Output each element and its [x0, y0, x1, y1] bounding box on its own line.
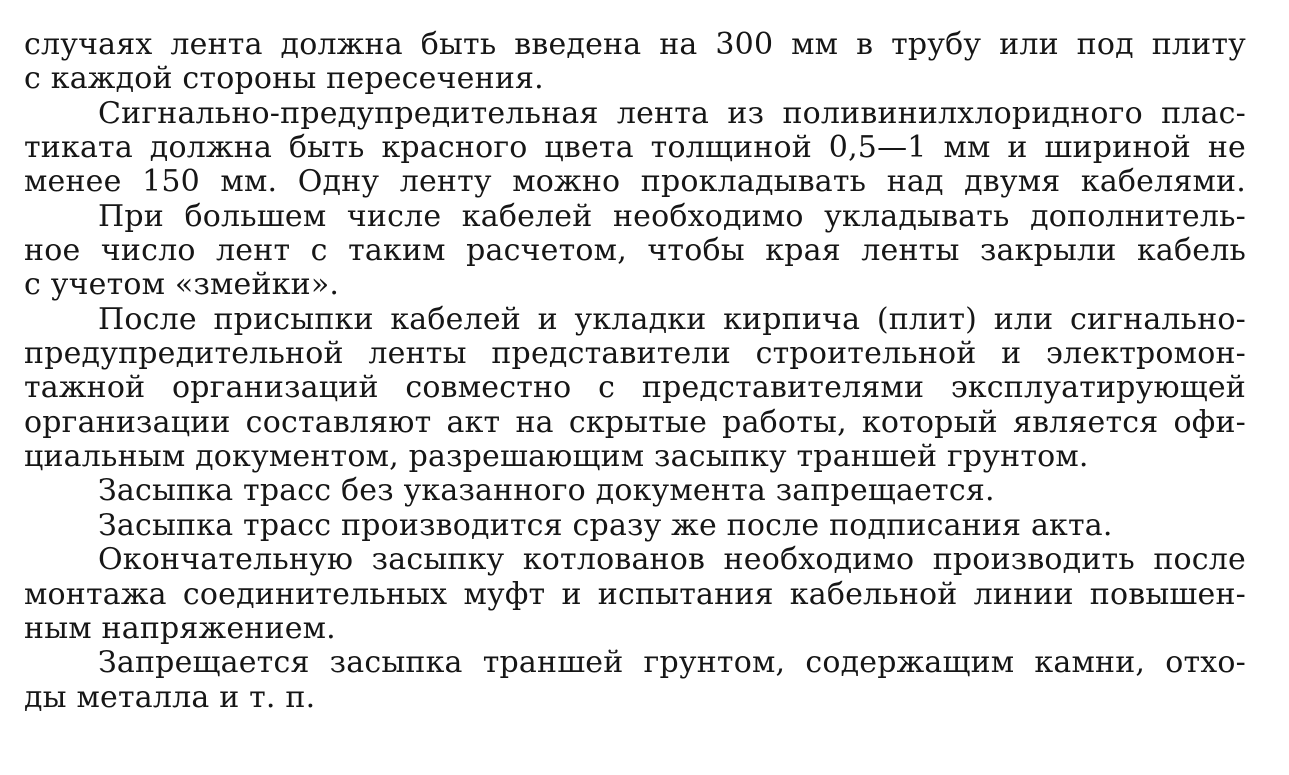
- text-line-10: предупредительной ленты представители строительной и электромон-: [24, 336, 1246, 372]
- text-line-5: менее 150 мм. Одну ленту можно прокладывать над двумя кабелями.: [24, 164, 1246, 200]
- text-line-1: случаях лента должна быть введена на 300 мм в трубу или под плиту: [24, 27, 1246, 62]
- text-line-14: Засыпка трасс без указанного документа запрещается.: [98, 473, 995, 509]
- text-line-4: тиката должна быть красного цвета толщиной 0,5—1 мм и шириной не: [24, 130, 1246, 166]
- text-line-16: Окончательную засыпку котлованов необходимо производить после: [98, 542, 1246, 578]
- text-line-13: циальным документом, разрешающим засыпку траншей грунтом.: [24, 439, 1089, 475]
- text-line-15: Засыпка трасс производится сразу же после подписания акта.: [98, 507, 1113, 543]
- text-line-17: монтажа соединительных муфт и испытания кабельной линии повышен-: [24, 576, 1246, 612]
- text-line-18: ным напряжением.: [24, 610, 336, 646]
- text-line-6: При большем числе кабелей необходимо укладывать дополнитель-: [98, 198, 1246, 234]
- text-line-20: ды металла и т. п.: [24, 679, 316, 715]
- document-page: [24, 28, 1246, 715]
- text-line-3: Сигнально-предупредительная лента из поливинилхлоридного плас-: [98, 95, 1246, 131]
- text-line-7: ное число лент с таким расчетом, чтобы края ленты закрыли кабель: [24, 233, 1246, 269]
- text-line-9: После присыпки кабелей и укладки кирпича (плит) или сигнально-: [98, 301, 1246, 337]
- text-line-12: организации составляют акт на скрытые работы, который является офи-: [24, 404, 1246, 440]
- text-line-8: с учетом «змейки».: [24, 267, 340, 303]
- text-line-2: с каждой стороны пересечения.: [24, 61, 544, 97]
- text-line-11: тажной организаций совместно с представителями эксплуатирующей: [24, 370, 1246, 406]
- text-line-19: Запрещается засыпка траншей грунтом, содержащим камни, отхо-: [98, 645, 1246, 681]
